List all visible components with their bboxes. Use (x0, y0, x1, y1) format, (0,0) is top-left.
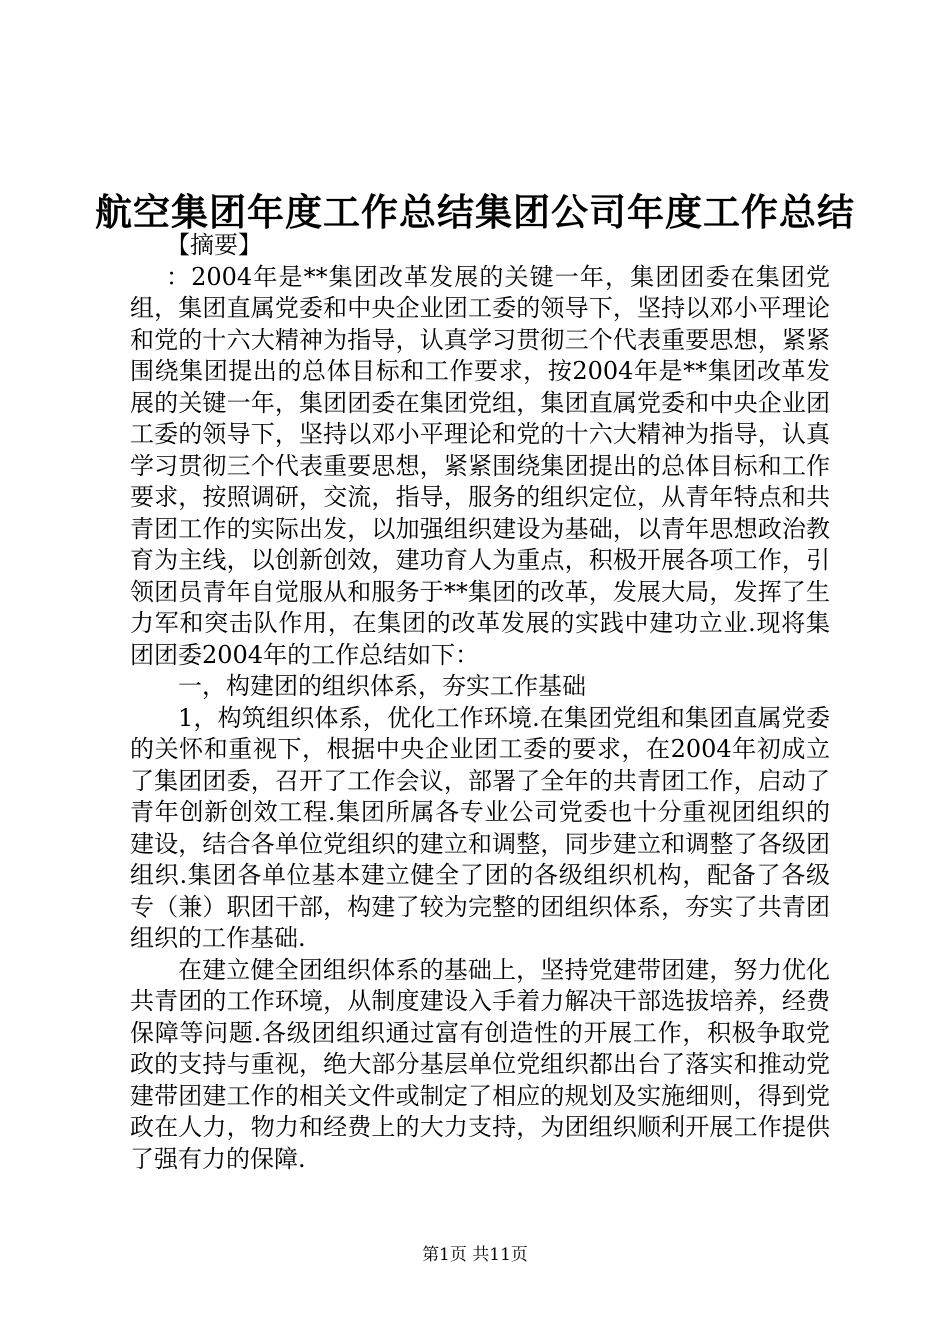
abstract-paragraph: ：2004年是**集团改革发展的关键一年，集团团委在集团党组，集团直属党委和中央企业团工委的领导下，坚持以邓小平理论和党的十六大精神为指导，认真学习贯彻三个代表重要思想，紧紧围绕集团提出的总体目标和工作要求，按2004年是**集团改革发展的关键一年，集团团委在集团党组，集团直属党委和中央企业团工委的领导下，坚持以邓小平理论和党的十六大精神为指导，认真学习贯彻三个代表重要思想，紧紧围绕集团提出的总体目标和工作要求，按照调研，交流，指导，服务的组织定位，从青年特点和共青团工作的实际出发，以加强组织建设为基础，以青年思想政治教育为主线，以创新创效，建功育人为重点，积极开展各项工作，引领团员青年自觉服从和服务于**集团的改革，发展大局，发挥了生力军和突击队作用，在集团的改革发展的实践中建功立业.现将集团团委2004年的工作总结如下： (130, 262, 830, 669)
document-title: 航空集团年度工作总结集团公司年度工作总结 (95, 190, 855, 234)
abstract-label: 【摘要】 (166, 231, 262, 259)
body-paragraph: 在建立健全团组织体系的基础上，坚持党建带团建，努力优化共青团的工作环境，从制度建设入手着力解决干部选拔培养，经费保障等问题.各级团组织通过富有创造性的开展工作，积极争取党政的支持与重视，绝大部分基层单位党组织都出台了落实和推动党建带团建工作的相关文件或制定了相应的规划及实施细则，得到党政在人力，物力和经费上的大力支持，为团组织顺利开展工作提供了强有力的保障. (130, 955, 830, 1173)
section-heading: 一，构建团的组织体系，夯实工作基础 (178, 672, 586, 700)
page-footer: 第1页 共11页 (422, 1245, 528, 1265)
body-paragraph: 1，构筑组织体系，优化工作环境.在集团党组和集团直属党委的关怀和重视下，根据中央企业团工委的要求，在2004年初成立了集团团委，召开了工作会议，部署了全年的共青团工作，启动了青年创新创效工程.集团所属各专业公司党委也十分重视团组织的建设，结合各单位党组织的建立和调整，同步建立和调整了各级团组织.集团各单位基本建立健全了团的各级组织机构，配备了各级专（兼）职团干部，构建了较为完整的团组织体系，夯实了共青团组织的工作基础. (130, 703, 830, 952)
document-body (130, 230, 830, 1175)
